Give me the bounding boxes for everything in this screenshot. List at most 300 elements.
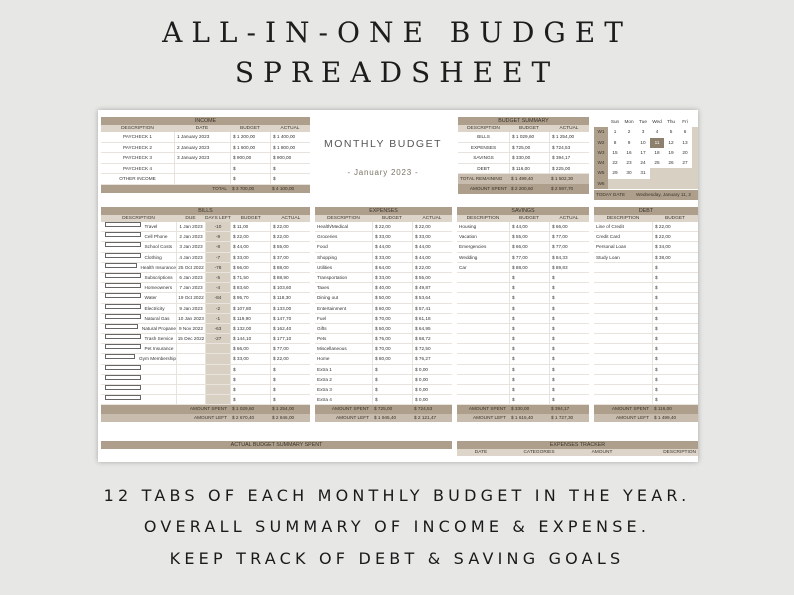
calendar-day-cell[interactable]: 2: [627, 129, 631, 135]
income-rows: [101, 132, 310, 185]
calendar-day-cell[interactable]: [622, 179, 636, 189]
calendar-day-cell[interactable]: 16: [626, 149, 632, 155]
calendar-day-cell[interactable]: 23: [626, 160, 632, 166]
bill-actual: $ 22,00: [270, 222, 310, 231]
savings-amount-left-row: [457, 414, 589, 422]
debt-table: [594, 207, 698, 435]
table-row: [101, 365, 310, 375]
expense-description: Pets: [317, 336, 327, 342]
saving-description: [457, 324, 509, 333]
debt-description: [594, 354, 652, 363]
debt-budget: $ 22,00: [652, 222, 698, 231]
table-row: [101, 143, 310, 154]
table-row: [594, 375, 698, 385]
bill-budget: $ 66,00: [230, 263, 270, 272]
calendar-day-cell[interactable]: [664, 168, 678, 178]
saving-budget: $: [509, 354, 549, 363]
table-row: [315, 263, 452, 273]
debt-rows: [594, 222, 698, 405]
table-row: [101, 132, 310, 143]
calendar-day-cell[interactable]: 12: [668, 139, 674, 145]
checkbox[interactable]: [105, 283, 141, 288]
total-remaining-actual: $ 1 502,30: [551, 176, 574, 182]
bill-days-left: [205, 395, 230, 404]
saving-actual: $: [549, 375, 589, 384]
bill-actual: $ 22,00: [270, 354, 310, 363]
bill-actual: $: [270, 385, 310, 394]
table-row: [594, 324, 698, 334]
checkbox[interactable]: [105, 354, 135, 359]
table-row: [457, 263, 589, 273]
calendar-row-pad: [692, 138, 698, 148]
today-date-value: Wednesday, January 11, 2: [636, 191, 691, 197]
checkbox[interactable]: [105, 375, 141, 380]
saving-actual: $: [549, 385, 589, 394]
bill-name: Travel: [144, 224, 158, 229]
calendar-day-header: Sun: [610, 119, 620, 124]
bill-budget: $ 11,00: [230, 222, 270, 231]
saving-actual: $: [549, 324, 589, 333]
summary-budget: $ 330,00: [509, 153, 549, 163]
checkbox[interactable]: [105, 314, 141, 319]
debt-description: [594, 304, 652, 313]
table-row: [458, 164, 589, 175]
checkbox[interactable]: [105, 344, 141, 349]
bill-name: Homeowners: [144, 285, 173, 291]
expense-description: Health/Medical: [317, 224, 349, 229]
expenses-tracker-header: EXPENSES TRACKER: [457, 441, 698, 449]
bill-days-left: [205, 375, 230, 384]
saving-actual: $: [549, 395, 589, 404]
bills-subheader: [101, 215, 310, 222]
table-row: [594, 365, 698, 375]
table-row: [315, 324, 452, 334]
expenses-amount-left-label: AMOUNT LEFT: [336, 414, 369, 420]
bill-days-left: -1: [205, 314, 230, 323]
expense-description: Extra 4: [317, 397, 332, 403]
summary-budget: $ 1 029,60: [509, 132, 549, 142]
bill-name: School Costs: [144, 244, 173, 250]
debt-budget: $: [652, 354, 698, 363]
saving-actual: $: [549, 314, 589, 323]
debt-header: DEBT: [594, 207, 698, 215]
checkbox[interactable]: [105, 395, 141, 400]
expense-actual: $ 0,00: [412, 395, 452, 404]
expenses-rows: [315, 222, 452, 405]
summary-description: SAVINGS: [473, 155, 494, 161]
table-row: [457, 283, 589, 293]
calendar-day-cell[interactable]: 29: [612, 170, 618, 176]
bill-description: [101, 283, 176, 292]
debt-amount-left-value: $ 1 499,40: [654, 414, 677, 420]
table-row: [101, 304, 310, 314]
expense-description: Dining out: [317, 295, 339, 301]
bills-amount-left-budget: $ 2 670,40: [232, 414, 255, 420]
income-date: [174, 164, 230, 174]
table-row: [315, 242, 452, 252]
income-actual: $: [270, 164, 310, 174]
saving-description: [457, 354, 509, 363]
table-row: [101, 273, 310, 283]
calendar-day-cell[interactable]: 3: [641, 129, 645, 135]
expenses-col-budget: BUDGET: [382, 216, 402, 221]
summary-budget: $ 116,00: [509, 164, 549, 174]
bills-col-description: DESCRIPTION: [122, 216, 155, 221]
expense-actual: $ 76,27: [412, 354, 452, 363]
table-row: [315, 375, 452, 385]
expense-description: Gifts: [317, 325, 327, 331]
checkbox[interactable]: [105, 385, 141, 390]
calendar-row-pad: [692, 158, 698, 168]
calendar-day-cell[interactable]: 20: [682, 149, 688, 155]
savings-col-actual: ACTUAL: [559, 216, 579, 221]
expense-budget: $ 76,00: [372, 334, 412, 343]
expense-description: Shopping: [317, 254, 337, 260]
bill-actual: $: [270, 375, 310, 384]
checkbox[interactable]: [105, 304, 141, 309]
calendar-day-cell[interactable]: 4: [655, 129, 659, 135]
calendar-day-cell[interactable]: 22: [612, 160, 618, 166]
calendar-day-cell[interactable]: [678, 179, 692, 189]
saving-description: [457, 385, 509, 394]
bill-name: Clothing: [144, 254, 162, 260]
bill-name: Electricity: [144, 305, 165, 311]
savings-amount-spent-label: AMOUNT SPENT: [468, 406, 506, 412]
saving-description: [457, 273, 509, 282]
budget-summary-table: [458, 117, 589, 199]
checkbox[interactable]: [105, 365, 141, 370]
summary-description: BILLS: [477, 134, 490, 139]
caption-line-3: KEEP TRACK OF DEBT & SAVING GOALS: [169, 549, 625, 568]
expense-description: Extra 1: [317, 366, 332, 372]
expenses-col-actual: ACTUAL: [422, 216, 442, 221]
saving-description: [457, 365, 509, 374]
table-row: [594, 293, 698, 303]
bill-days-left: [205, 344, 230, 353]
bill-due: 9 Nov 2022: [176, 324, 205, 333]
expense-actual: $ 33,00: [412, 232, 452, 241]
table-row: [594, 263, 698, 273]
bills-amount-spent-actual: $ 1 254,00: [272, 406, 295, 412]
summary-actual: $ 394,17: [549, 153, 589, 163]
bills-header: BILLS: [101, 207, 310, 215]
expenses-amount-spent-budget: $ 725,00: [374, 406, 393, 412]
bill-description: [101, 273, 176, 282]
table-row: [458, 153, 589, 164]
table-row: [101, 293, 310, 303]
debt-description: [594, 293, 652, 302]
table-row: [101, 263, 310, 273]
table-row: [594, 222, 698, 232]
debt-col-budget: BUDGET: [665, 216, 685, 221]
calendar-day-header: Thu: [666, 119, 676, 124]
income-total-label: TOTAL: [212, 185, 227, 191]
expense-actual: $ 57,41: [412, 304, 452, 313]
calendar-day-cell[interactable]: 18: [654, 149, 660, 155]
bill-days-left: [205, 385, 230, 394]
calendar-day-cell[interactable]: 17: [640, 149, 646, 155]
calendar-day-cell[interactable]: 10: [640, 139, 646, 145]
expenses-col-description: DESCRIPTION: [327, 216, 360, 221]
saving-description: [457, 334, 509, 343]
bill-budget: $ 107,80: [230, 304, 270, 313]
total-remaining-label: TOTAL REMAINING: [460, 176, 503, 182]
calendar-day-cell[interactable]: 31: [640, 170, 646, 176]
calendar-day-cell[interactable]: 26: [668, 160, 674, 166]
bill-due: [176, 395, 205, 404]
savings-header: SAVINGS: [457, 207, 589, 215]
summary-amount-spent-row: [458, 184, 589, 194]
savings-amount-left-budget: $ 1 615,40: [511, 414, 534, 420]
debt-budget: $: [652, 304, 698, 313]
saving-budget: $: [509, 293, 549, 302]
table-row: [457, 253, 589, 263]
bills-rows: [101, 222, 310, 405]
savings-rows: [457, 222, 589, 405]
table-row: [457, 304, 589, 314]
expense-actual: $ 22,00: [412, 263, 452, 272]
bill-due: 6 Jan 2023: [176, 273, 205, 282]
calendar-day-cell[interactable]: [664, 179, 678, 189]
bill-name: [145, 395, 177, 404]
checkbox[interactable]: [105, 334, 141, 339]
table-row: [315, 334, 452, 344]
table-row: [315, 222, 452, 232]
table-row: [457, 324, 589, 334]
bill-budget: $ 33,00: [230, 354, 270, 363]
calendar-day-cell[interactable]: 6: [683, 129, 687, 135]
expense-budget: $ 64,00: [372, 263, 412, 272]
bill-description: [101, 242, 176, 251]
bill-actual: $ 88,00: [270, 263, 310, 272]
expense-budget: $: [372, 385, 412, 394]
income-header: INCOME: [101, 117, 310, 125]
table-row: [101, 222, 310, 232]
table-row: [101, 354, 310, 364]
calendar-day-cell[interactable]: 15: [612, 149, 618, 155]
debt-description: [594, 324, 652, 333]
expense-budget: $ 60,00: [372, 304, 412, 313]
bill-name: Health Insurance: [140, 264, 176, 270]
expense-budget: $ 80,00: [372, 354, 412, 363]
actual-budget-summary: [101, 441, 452, 462]
saving-description: [457, 304, 509, 313]
debt-budget: $: [652, 283, 698, 292]
table-row: [594, 334, 698, 344]
bill-name: [145, 385, 177, 394]
expenses-amount-left-budget: $ 1 945,40: [374, 414, 397, 420]
calendar-day-cell[interactable]: 30: [626, 170, 632, 176]
savings-amount-left-label: AMOUNT LEFT: [473, 414, 506, 420]
saving-description: [457, 344, 509, 353]
summary-description: DEBT: [477, 165, 490, 171]
debt-budget: $: [652, 314, 698, 323]
table-row: [315, 314, 452, 324]
calendar-day-cell[interactable]: 13: [682, 139, 688, 145]
checkbox[interactable]: [105, 293, 141, 298]
expenses-tracker-subheader: [457, 449, 698, 456]
savings-amount-spent-budget: $ 330,00: [511, 406, 530, 412]
debt-budget: $: [652, 273, 698, 282]
expense-actual: $ 61,18: [412, 314, 452, 323]
calendar-day-cell[interactable]: [608, 179, 622, 189]
bill-description: [101, 344, 176, 353]
income-date: 3 January 2023: [174, 153, 230, 163]
bill-actual: $: [270, 395, 310, 404]
table-row: [594, 344, 698, 354]
total-remaining-row: [458, 174, 589, 184]
bill-due: [176, 365, 205, 374]
bills-amount-left-label: AMOUNT LEFT: [194, 414, 227, 420]
calendar-day-cell[interactable]: 8: [613, 139, 617, 145]
income-description: PAYCHECK 4: [122, 165, 152, 171]
summary-rows: [458, 132, 589, 174]
table-row: [458, 143, 589, 154]
calendar-week-label: W1: [594, 127, 608, 137]
debt-description: [594, 273, 652, 282]
bill-description: [101, 314, 176, 323]
bill-days-left: -4: [205, 283, 230, 292]
income-budget: $: [230, 174, 270, 184]
calendar-day-cell[interactable]: 1: [613, 129, 617, 135]
table-row: [101, 314, 310, 324]
expenses-header: EXPENSES: [315, 207, 452, 215]
calendar-grid: [594, 117, 698, 189]
calendar-day-header: Mon: [624, 119, 634, 124]
tracker-col-categories: CATEGORIES: [523, 450, 555, 455]
income-description: PAYCHECK 2: [122, 144, 152, 150]
income-total-row: [101, 185, 310, 193]
calendar-day-header: Tue: [639, 119, 647, 124]
expense-description: Fuel: [317, 315, 327, 321]
expense-description: Entertainment: [317, 305, 347, 311]
bill-days-left: -5: [205, 273, 230, 282]
bill-budget: $ 144,10: [230, 334, 270, 343]
checkbox[interactable]: [105, 273, 141, 278]
bill-days-left: -10: [205, 222, 230, 231]
bill-days-left: -78: [205, 263, 230, 272]
expense-actual: $ 64,95: [412, 324, 452, 333]
tracker-col-amount: AMOUNT: [591, 450, 613, 455]
calendar-day-cell[interactable]: 27: [682, 160, 688, 166]
savings-amount-spent-row: [457, 405, 589, 413]
saving-description: [457, 293, 509, 302]
calendar-day-cell[interactable]: 25: [654, 160, 660, 166]
headline-line-1: ALL-IN-ONE BUDGET: [162, 16, 632, 49]
caption-line-1: 12 TABS OF EACH MONTHLY BUDGET IN THE YEAR.: [103, 486, 691, 505]
calendar-day-cell[interactable]: 24: [640, 160, 646, 166]
calendar-week-label: W3: [594, 148, 608, 158]
expense-description: Extra 3: [317, 387, 332, 392]
bills-amount-left-actual: $ 2 846,00: [272, 414, 295, 420]
table-row: [101, 385, 310, 395]
table-row: [594, 304, 698, 314]
saving-budget: $: [509, 385, 549, 394]
saving-actual: $ 66,00: [549, 222, 589, 231]
tracker-col-date: DATE: [474, 450, 488, 455]
checkbox[interactable]: [105, 222, 141, 227]
checkbox[interactable]: [105, 253, 141, 258]
bill-due: 10 Jan 2023: [176, 314, 205, 323]
calendar-day-cell[interactable]: 5: [669, 129, 673, 135]
saving-description: [457, 375, 509, 384]
income-budget: $: [230, 164, 270, 174]
table-row: [101, 395, 310, 405]
income-total-actual: $ 4 100,00: [272, 185, 295, 191]
expense-actual: $ 22,00: [412, 222, 452, 231]
table-row: [315, 232, 452, 242]
debt-description: Line of Credit: [596, 224, 624, 229]
saving-actual: $: [549, 293, 589, 302]
bill-name: Trash Service: [144, 336, 174, 342]
table-row: [101, 164, 310, 175]
calendar-day-cell[interactable]: [650, 168, 664, 178]
saving-actual: $: [549, 365, 589, 374]
expenses-tracker: [457, 441, 698, 462]
calendar-day-cell[interactable]: 9: [627, 139, 631, 145]
bills-amount-spent-label: AMOUNT SPENT: [189, 406, 227, 412]
income-description: OTHER INCOME: [119, 176, 156, 182]
saving-actual: $: [549, 344, 589, 353]
saving-budget: $: [509, 273, 549, 282]
calendar-day-cell[interactable]: 11: [650, 138, 664, 148]
table-row: [594, 354, 698, 364]
summary-budget: $ 725,00: [509, 143, 549, 153]
table-row: [457, 395, 589, 405]
debt-description: [594, 344, 652, 353]
bill-budget: $ 132,00: [230, 324, 270, 333]
bill-budget: $: [230, 395, 270, 404]
table-row: [101, 375, 310, 385]
bill-actual: $ 133,00: [270, 304, 310, 313]
income-budget: $ 1 200,00: [230, 132, 270, 142]
table-row: [315, 385, 452, 395]
calendar-day-cell[interactable]: [650, 179, 664, 189]
bill-budget: $ 44,00: [230, 242, 270, 251]
summary-actual: $ 225,00: [549, 164, 589, 174]
bill-due: 2 Jan 2023: [176, 232, 205, 241]
bill-due: 4 Jan 2023: [176, 253, 205, 262]
expense-description: Utilities: [317, 264, 333, 270]
calendar-day-cell[interactable]: [678, 168, 692, 178]
table-row: [101, 242, 310, 252]
income-col-description: DESCRIPTION: [121, 126, 154, 131]
calendar-day-cell[interactable]: [636, 179, 650, 189]
saving-budget: $: [509, 334, 549, 343]
saving-actual: $: [549, 273, 589, 282]
bill-due: 25 Oct 2022: [176, 263, 205, 272]
income-col-date: DATE: [195, 126, 209, 131]
checkbox[interactable]: [105, 242, 141, 247]
bills-amount-spent-budget: $ 1 029,60: [232, 406, 255, 412]
table-row: [101, 324, 310, 334]
bill-budget: $ 119,90: [230, 314, 270, 323]
checkbox[interactable]: [105, 324, 138, 329]
checkbox[interactable]: [105, 263, 137, 268]
debt-description: Credit Card: [596, 234, 620, 240]
bill-name: Cell Phone: [144, 234, 168, 240]
income-actual: $ 900,00: [270, 153, 310, 163]
expense-budget: $ 44,00: [372, 242, 412, 251]
saving-description: [457, 314, 509, 323]
saving-actual: $: [549, 283, 589, 292]
calendar-day-cell[interactable]: 19: [668, 149, 674, 155]
saving-description: Vacation: [459, 234, 477, 240]
checkbox[interactable]: [105, 232, 141, 237]
debt-budget: $: [652, 334, 698, 343]
bill-name: [145, 365, 177, 374]
bill-budget: $: [230, 375, 270, 384]
